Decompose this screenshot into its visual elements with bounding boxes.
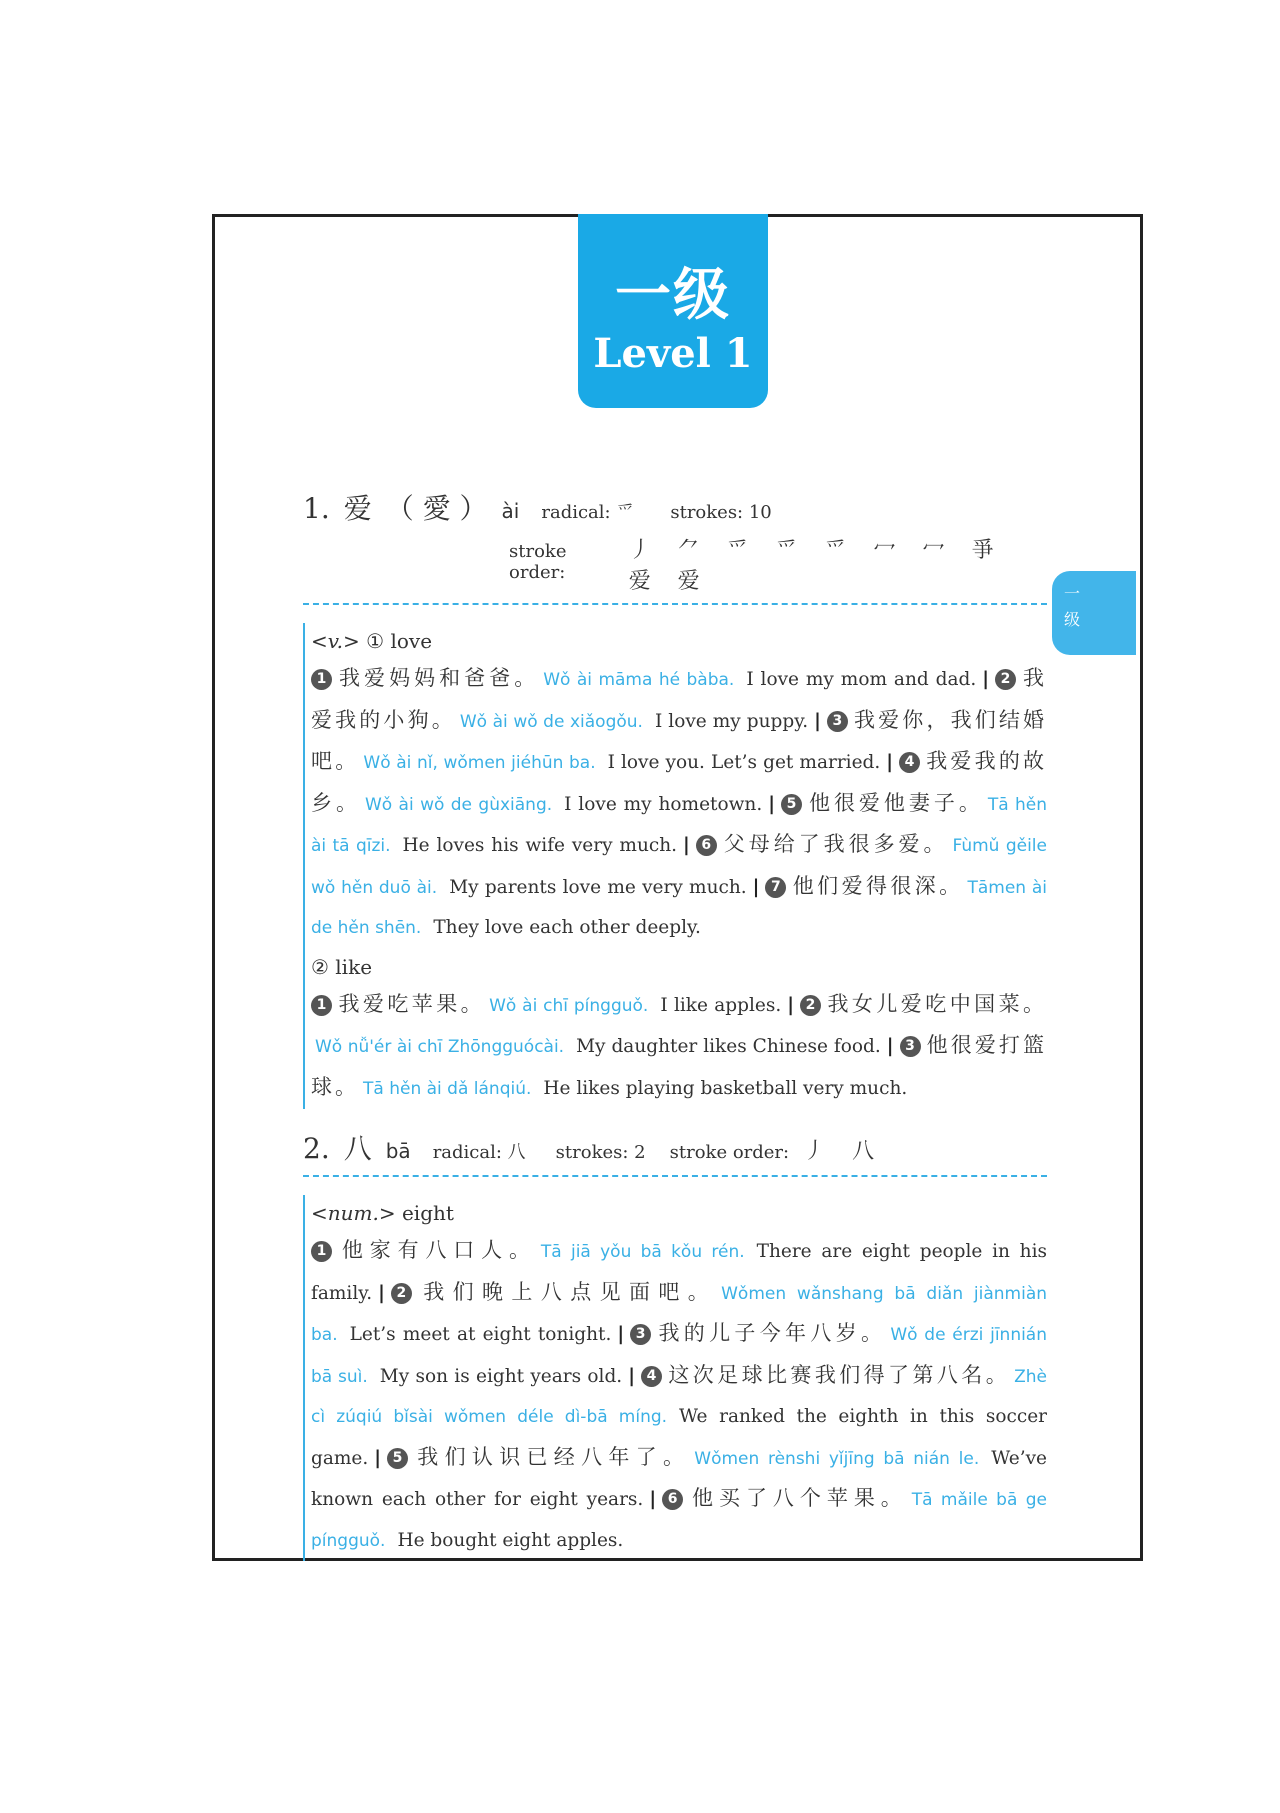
- example-english: Let’s meet at eight tonight.: [349, 1324, 612, 1345]
- entry-pinyin: ài: [501, 499, 520, 523]
- example-english: We’ve known each other for eight years.: [311, 1447, 1047, 1510]
- entry-pinyin: bā: [385, 1139, 411, 1163]
- entry-divider: [303, 1175, 1047, 1177]
- example-chinese: 我爱我的故乡。: [311, 749, 1048, 815]
- entry-character: 爱: [343, 492, 372, 525]
- entry-radical: radical: 八: [432, 1142, 526, 1163]
- sense-label: ① love: [366, 629, 433, 653]
- example-chinese: 他家有八口人。: [338, 1238, 537, 1262]
- example-english: I love my hometown.: [564, 793, 763, 815]
- example-english: I love my mom and dad.: [746, 669, 977, 690]
- example-pinyin: Wǒ de érzi jīnnián bā suì.: [311, 1325, 1048, 1387]
- example-number: 1: [311, 995, 332, 1016]
- examples-paragraph: [311, 985, 1047, 1110]
- example-english: My daughter likes Chinese food.: [576, 1036, 881, 1057]
- example-number: 1: [311, 669, 332, 690]
- example-pinyin: Fùmǔ gěile wǒ hěn duō ài.: [311, 836, 1047, 898]
- example-separator: |: [683, 835, 690, 856]
- stroke-order-label: stroke order:: [669, 1142, 790, 1163]
- entry-strokes: strokes: 2: [555, 1142, 646, 1163]
- example-english: We ranked the eighth in this soccer game.: [311, 1406, 1047, 1469]
- example-chinese: 我们晚上八点见面吧。: [417, 1279, 718, 1304]
- level-title-en: Level 1: [593, 330, 753, 377]
- example-number: 3: [827, 711, 848, 732]
- example-english: My parents love me very much.: [449, 876, 747, 898]
- example-pinyin: Wǒ nǚ'ér ài chī Zhōngguócài.: [315, 1037, 565, 1057]
- example-separator: |: [617, 1324, 625, 1345]
- example-pinyin: Wǒ ài māma hé bàba.: [543, 670, 735, 690]
- example-number: 6: [662, 1489, 683, 1510]
- stroke-order-sequence: 丿 八: [803, 1139, 885, 1164]
- example-separator: |: [768, 793, 775, 815]
- example-separator: |: [787, 994, 795, 1016]
- part-of-speech: <num.>: [311, 1201, 396, 1225]
- example-english: He likes playing basketball very much.: [543, 1077, 908, 1099]
- examples-paragraph: [311, 659, 1047, 949]
- entry-divider: [303, 603, 1047, 605]
- example-english: I love you. Let’s get married.: [607, 752, 881, 773]
- entry-radical: radical: 爫: [541, 502, 635, 523]
- example-pinyin: Tāmen ài de hěn shēn.: [311, 877, 1048, 938]
- example-chinese: 我爱吃苹果。: [338, 991, 486, 1016]
- entry-number: 2.: [303, 1132, 330, 1165]
- example-chinese: 他买了八个苹果。: [689, 1486, 908, 1510]
- example-english: I love my puppy.: [654, 710, 809, 732]
- example-pinyin: Tā mǎile bā ge píngguǒ.: [311, 1490, 1048, 1551]
- example-number: 2: [995, 669, 1016, 690]
- example-number: 4: [641, 1366, 662, 1387]
- entry-body: [303, 1195, 1047, 1561]
- example-pinyin: Wǒ ài wǒ de gùxiāng.: [364, 794, 553, 815]
- example-number: 1: [311, 1241, 332, 1262]
- entry-strokes: strokes: 10: [670, 502, 772, 523]
- sense-heading: [311, 623, 1047, 659]
- entry-header: [303, 1127, 1047, 1167]
- entry-traditional: （ 愛 ）: [385, 492, 488, 525]
- example-chinese: 父母给了我很多爱。: [722, 832, 949, 856]
- sense-heading: [311, 1195, 1047, 1231]
- example-pinyin: Zhè cì zúqiú bǐsài wǒmen déle dì-bā míng.: [311, 1366, 1047, 1427]
- example-pinyin: Wǒmen rènshi yǐjīng bā nián le.: [694, 1448, 980, 1469]
- example-separator: |: [628, 1365, 635, 1387]
- example-number: 5: [387, 1448, 408, 1469]
- example-number: 3: [630, 1324, 651, 1345]
- example-chinese: 他们爱得很深。: [792, 873, 964, 898]
- example-pinyin: Tā jiā yǒu bā kǒu rén.: [540, 1242, 745, 1262]
- example-number: 4: [899, 752, 920, 773]
- example-pinyin: Wǒ ài nǐ, wǒmen jiéhūn ba.: [363, 753, 596, 773]
- level-banner: [578, 214, 768, 408]
- example-pinyin: Tā hěn ài dǎ lánqiú.: [363, 1078, 532, 1099]
- example-chinese: 我女儿爱吃中国菜。: [827, 991, 1048, 1016]
- examples-paragraph: [311, 1231, 1047, 1561]
- example-chinese: 我的儿子今年八岁。: [657, 1321, 887, 1345]
- sense-label: ② like: [311, 954, 373, 979]
- entry-body: [303, 623, 1047, 1109]
- example-number: 2: [391, 1283, 412, 1304]
- example-chinese: 我爱我的小狗。: [311, 666, 1048, 732]
- example-separator: |: [886, 752, 894, 773]
- side-tab-line2: 级: [1064, 610, 1081, 629]
- example-chinese: 我爱妈妈和爸爸。: [338, 666, 540, 690]
- example-separator: |: [982, 669, 989, 690]
- example-pinyin: Wǒ ài wǒ de xiǎogǒu.: [459, 711, 643, 732]
- level-side-tab[interactable]: [1052, 571, 1136, 655]
- example-number: 3: [900, 1036, 921, 1057]
- example-separator: |: [649, 1489, 657, 1510]
- entry-number: 1.: [303, 492, 330, 525]
- example-english: They love each other deeply.: [433, 917, 701, 938]
- stroke-order-label: stroke order:: [509, 541, 567, 583]
- dictionary-page: [212, 214, 1143, 1561]
- example-pinyin: Wǒmen wǎnshang bā diǎn jiànmiàn ba.: [311, 1283, 1048, 1345]
- example-number: 2: [800, 995, 821, 1016]
- example-english: He bought eight apples.: [397, 1529, 624, 1551]
- entry-ba: [303, 1127, 1047, 1561]
- example-sentence: [311, 991, 782, 1016]
- example-sentence: [311, 666, 977, 690]
- example-separator: |: [886, 1036, 894, 1057]
- example-english: There are eight people in his family.: [311, 1241, 1048, 1304]
- entry-header: [303, 487, 1047, 595]
- side-tab-line1: 一: [1064, 584, 1081, 603]
- example-chinese: 我们认识已经八年了。: [414, 1444, 691, 1469]
- example-chinese: 我爱你，我们结婚吧。: [311, 707, 1048, 773]
- example-pinyin: Tā hěn ài tā qīzi.: [311, 794, 1048, 856]
- entry-character: 八: [343, 1132, 372, 1165]
- example-chinese: 这次足球比赛我们得了第八名。: [667, 1362, 1011, 1387]
- example-english: I like apples.: [660, 994, 782, 1016]
- example-number: 6: [696, 835, 717, 856]
- example-separator: |: [378, 1282, 385, 1304]
- example-separator: |: [374, 1447, 382, 1469]
- example-number: 5: [781, 794, 802, 815]
- sense-heading: [311, 949, 1047, 985]
- part-of-speech: <v.>: [311, 629, 360, 653]
- level-title-cn: 一级: [615, 263, 731, 328]
- stroke-order-sequence: 丿 ⺈ 爫 爫 爫 冖 冖 爭 爱 爱: [628, 538, 1004, 594]
- example-english: My son is eight years old.: [379, 1365, 623, 1387]
- sense-label: eight: [401, 1201, 454, 1225]
- example-chinese: 他很爱他妻子。: [807, 790, 984, 815]
- example-chinese: 他很爱打篮球。: [311, 1033, 1048, 1099]
- entry-ai: [303, 487, 1047, 1109]
- example-number: 7: [765, 877, 786, 898]
- example-separator: |: [752, 876, 760, 898]
- example-pinyin: Wǒ ài chī píngguǒ.: [489, 995, 649, 1016]
- example-separator: |: [814, 710, 821, 732]
- example-english: He loves his wife very much.: [402, 835, 678, 856]
